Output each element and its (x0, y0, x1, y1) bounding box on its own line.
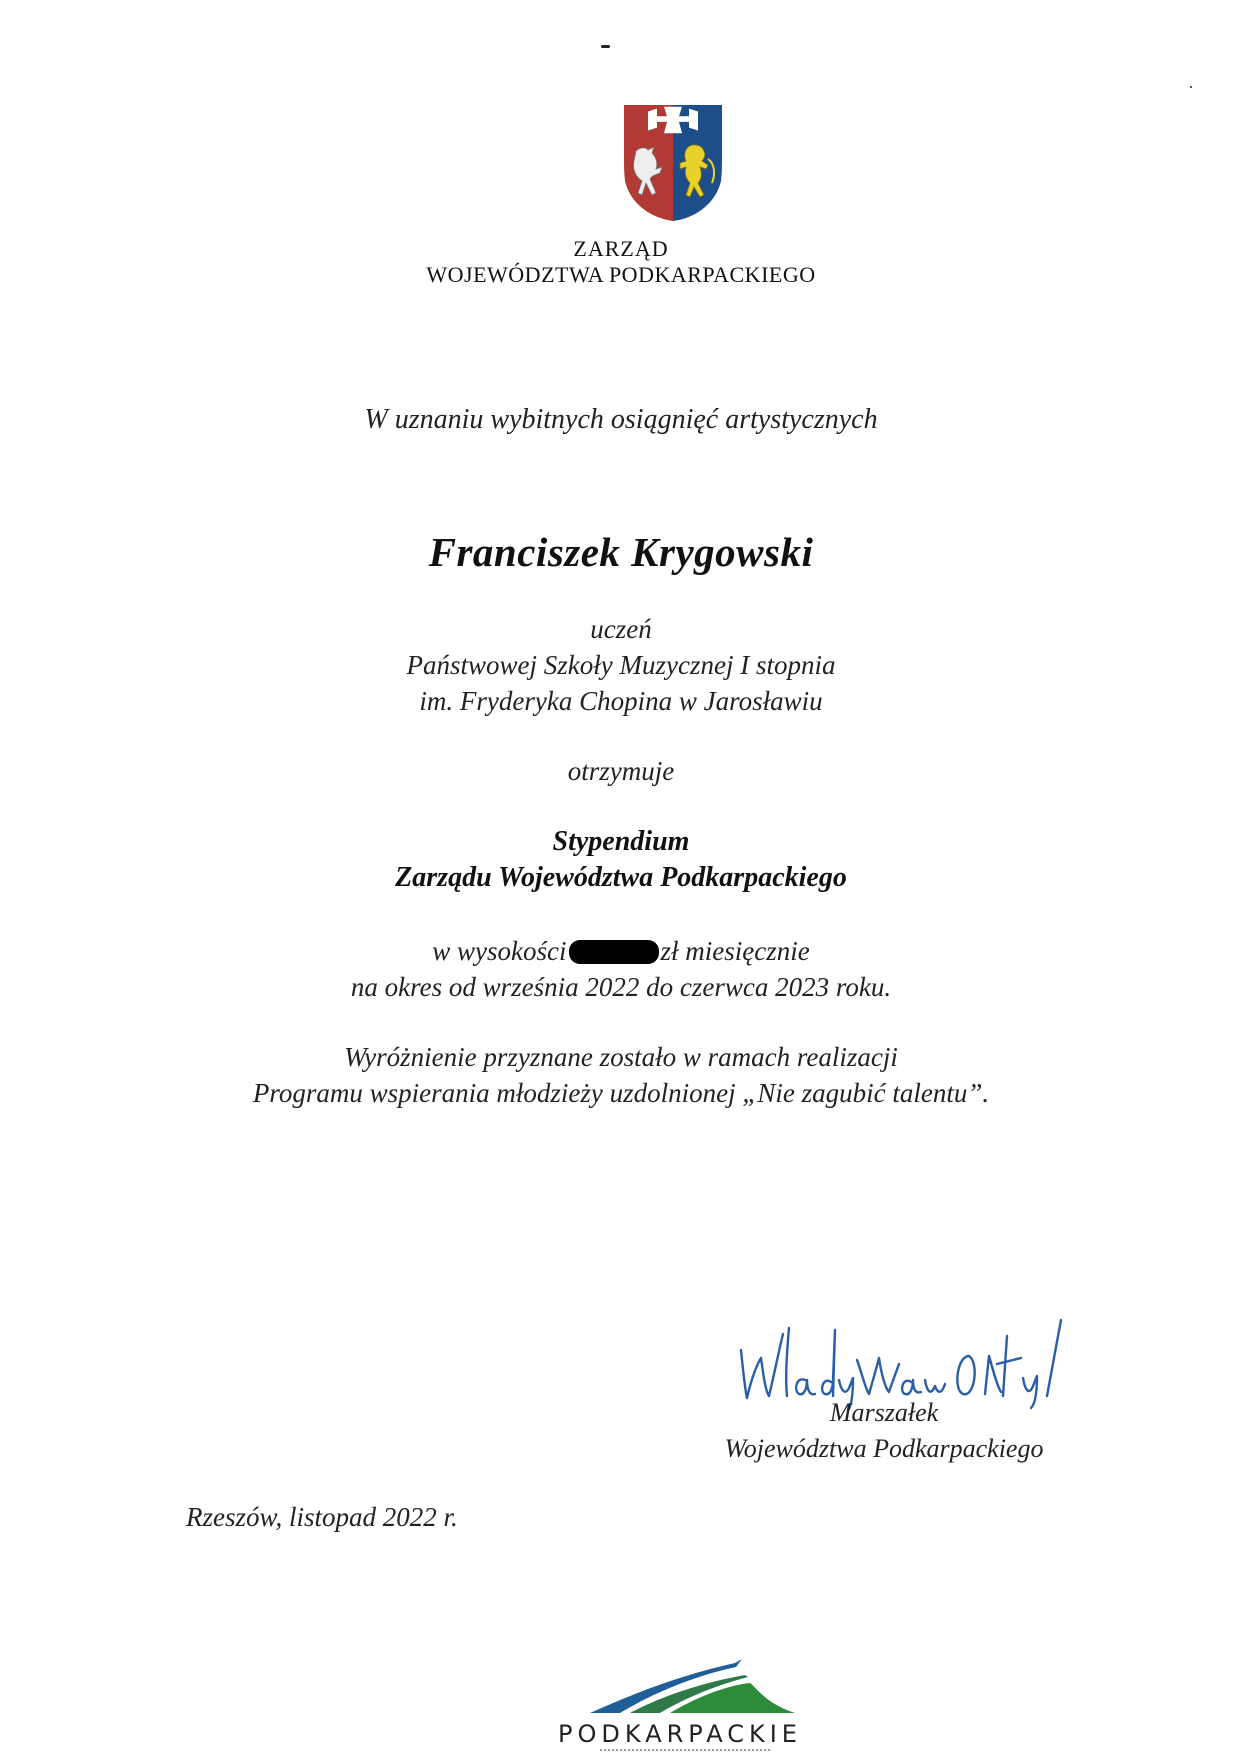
school-line2: im. Fryderyka Chopina w Jarosławiu (419, 686, 823, 716)
verb-text: otrzymuje (567, 756, 675, 786)
amount-line (0, 936, 1242, 967)
place-date: Rzeszów, listopad 2022 r. (186, 1502, 458, 1532)
award-line2: Zarządu Województwa Podkarpackiego (395, 862, 847, 893)
period-line: na okres od września 2022 do czerwca 2023 roku. (350, 972, 892, 1002)
podkarpackie-logo-text: PODKARPACKIE (558, 1720, 802, 1748)
amount-prefix: w wysokości (432, 936, 567, 966)
program-line2: Programu wspierania młodzieży uzdolnionej „Nie zagubić talentu”. (252, 1078, 990, 1108)
scan-speck (1190, 86, 1192, 88)
logo-tagline (600, 1749, 770, 1753)
signatory-title-line2: Województwa Podkarpackiego (724, 1434, 1044, 1463)
program-line1: Wyróżnienie przyznane zostało w ramach realizacji (344, 1042, 898, 1072)
coat-of-arms-icon (622, 103, 724, 223)
scan-speck (601, 45, 610, 48)
issuer-heading-line1: ZARZĄD (573, 236, 669, 261)
award-line1: Stypendium (552, 826, 690, 857)
handwritten-signature (735, 1300, 1075, 1410)
recipient-name: Franciszek Krygowski (428, 529, 814, 575)
issuer-heading-line2: WOJEWÓDZTWA PODKARPACKIEGO (426, 262, 816, 287)
school-line1: Państwowej Szkoły Muzycznej I stopnia (406, 650, 836, 680)
intro-text: W uznaniu wybitnych osiągnięć artystycznych (364, 404, 878, 435)
redacted-amount (569, 940, 659, 964)
signatory-title-line1: Marszałek (829, 1398, 939, 1427)
amount-suffix: zł miesięcznie (660, 936, 810, 966)
podkarpackie-logo-icon (560, 1655, 805, 1715)
role-text: uczeń (590, 614, 652, 644)
